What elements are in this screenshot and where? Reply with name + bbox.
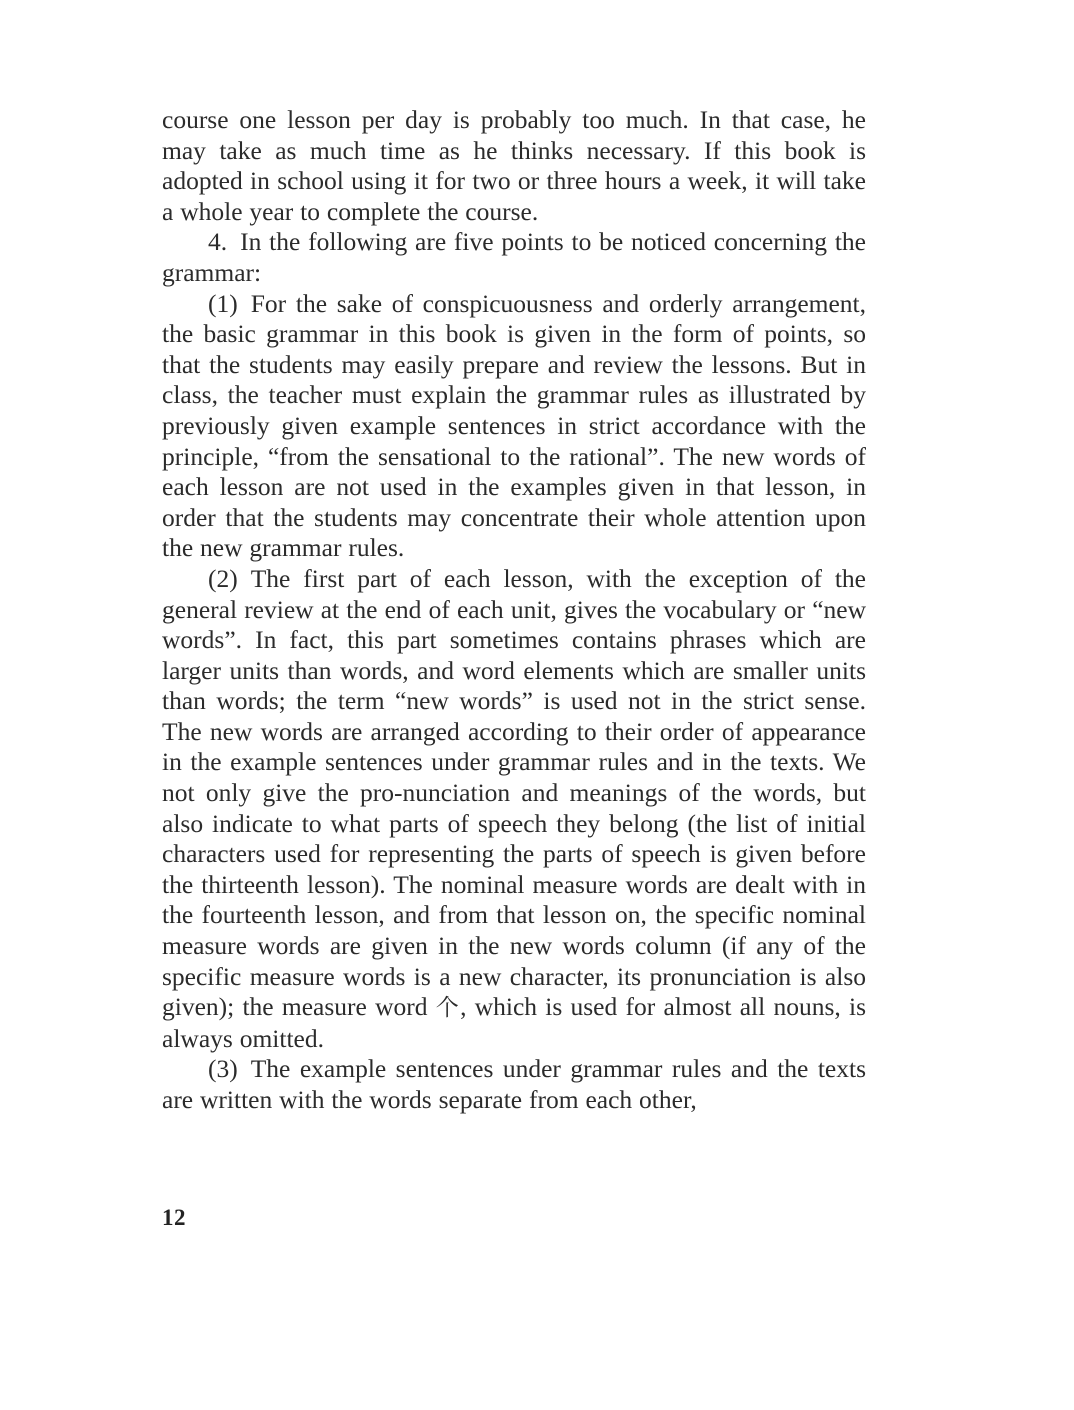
text-column [162, 105, 866, 1116]
paragraph-marker: (2) [208, 563, 238, 593]
paragraph-text: The example sentences under grammar rules and the texts are written with the words separate from each other, [162, 1054, 866, 1114]
paragraph-text-before-measure-word: The first part of each lesson, with the exception of the general review at the end of each unit, gives the vocabulary or “new words”. In fact, this part sometimes contains phrases which are larger units than words, and word elements which are smaller units than words; the term “new words” is used not in the strict sense. The new words are arranged according to their order of appearance in the example sentences under grammar rules and in the texts. We not only give the pro-nunciation and meanings of the words, but also indicate to what parts of speech they belong (the list of initial characters used for representing the parts of speech is given before the thirteenth lesson). The nominal measure words are dealt with in the fourteenth lesson, and from that lesson on, the specific nominal measure words are given in the new words column (if any of the specific measure words is a new character, its pronunciation is also given); the measure word [162, 563, 866, 1022]
measure-word-character: 个 [435, 995, 461, 1022]
paragraph-point-1 [162, 289, 866, 564]
paragraph-marker: 4. [208, 227, 228, 257]
page-number: 12 [162, 1205, 186, 1230]
paragraph-point-3 [162, 1054, 866, 1115]
paragraph-text-after-measure-word: , which is used for almost all nouns, is always omitted. [162, 992, 866, 1053]
paragraph-point-4 [162, 227, 866, 288]
paragraph-point-2 [162, 564, 866, 1055]
paragraph-text: In the following are five points to be noticed concerning the grammar: [162, 227, 866, 287]
paragraph-text: For the sake of conspicuousness and orderly arrangement, the basic grammar in this book is given in the form of points, so that the students may easily prepare and review the lessons. But in class, the teacher must explain the grammar rules as illustrated by previously given example sentences in strict accordance with the principle, “from the sensational to the rational”. The new words of each lesson are not used in the examples given in that lesson, in order that the students may concentrate their whole attention upon the new grammar rules. [162, 288, 866, 563]
paragraph-marker: (3) [208, 1054, 238, 1084]
paragraph-text: course one lesson per day is probably too much. In that case, he may take as much time as he thinks necessary. If this book is adopted in school using it for two or three hours a week, it will take a whole year to complete the course. [162, 105, 866, 226]
paragraph-continuation [162, 105, 866, 227]
paragraph-marker: (1) [208, 288, 238, 318]
